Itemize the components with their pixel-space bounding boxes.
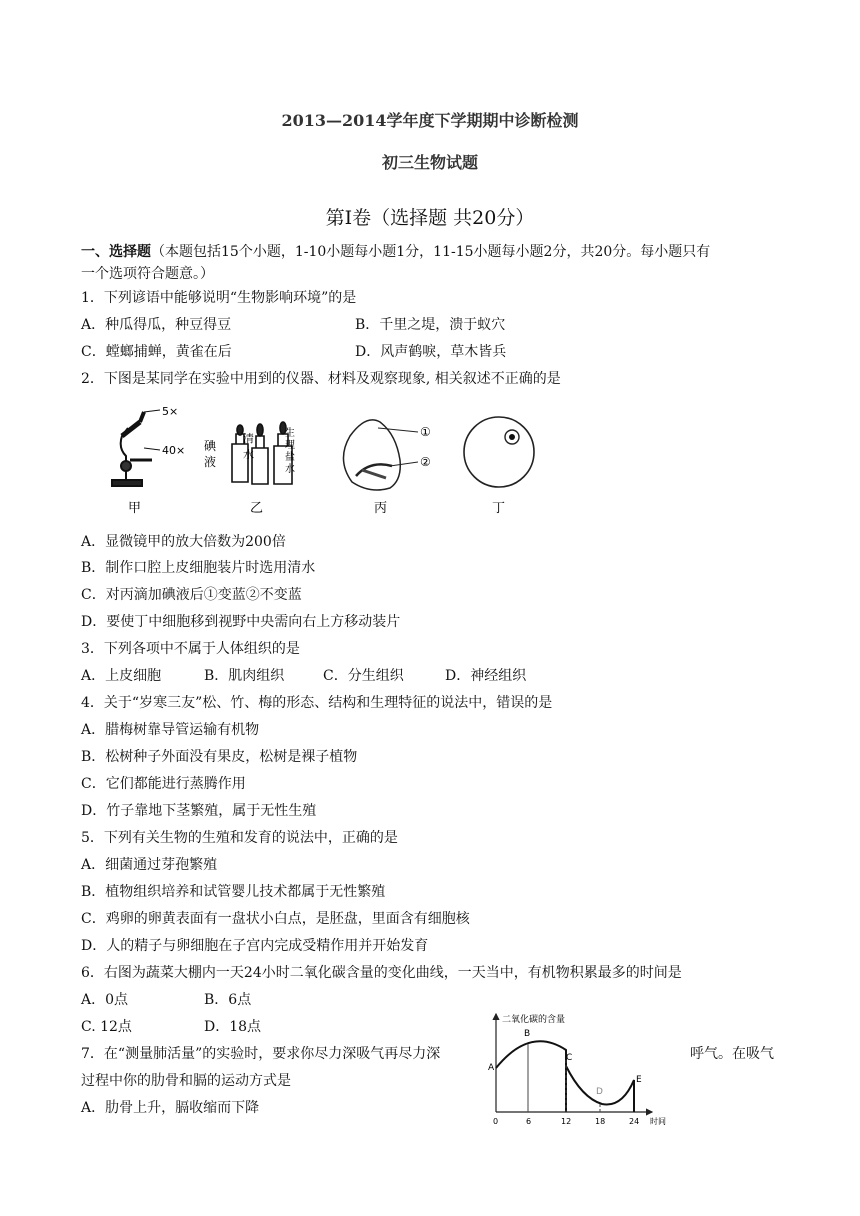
seed-label-2: ② xyxy=(420,455,431,469)
q3-option-a: A．上皮细胞 xyxy=(81,668,162,684)
graph-point-e: E xyxy=(636,1075,642,1085)
bottle-label-saline-1: 生 xyxy=(285,428,295,439)
q2-stem: 2．下图是某同学在实验中用到的仪器、材料及观察现象, 相关叙述不正确的是 xyxy=(81,371,561,387)
microscope-view-icon xyxy=(464,417,534,487)
graph-tick-12: 12 xyxy=(561,1117,572,1126)
section-desc: （本题包括15个小题，1-10小题每小题1分，11-15小题每小题2分，共20分。每小题只有 xyxy=(151,244,711,260)
q4-option-a: A．腊梅树靠导管运输有机物 xyxy=(81,722,260,738)
q6-option-a: A．0点 xyxy=(81,992,129,1008)
q6-stem: 6．右图为蔬菜大棚内一天24小时二氧化碳含量的变化曲线，一天当中，有机物积累最多的时间是 xyxy=(81,965,682,981)
q4-stem: 4．关于“岁寒三友”松、竹、梅的形态、结构和生理特征的说法中，错误的是 xyxy=(81,695,553,711)
q5-option-a: A．细菌通过芽孢繁殖 xyxy=(81,857,218,873)
bottle-label-saline-2: 理 xyxy=(285,440,295,451)
q4-option-c: C．它们都能进行蒸腾作用 xyxy=(81,776,246,792)
exam-subtitle: 初三生物试题 xyxy=(381,153,478,172)
bottle-label-iodine-2: 液 xyxy=(204,455,217,469)
dropper-bottles-icon xyxy=(232,422,292,484)
q6-option-c: C. 12点 xyxy=(81,1019,132,1035)
bottle-label-water-1: 清 xyxy=(243,432,254,445)
graph-ylabel: 二氧化碳的含量 xyxy=(502,1015,566,1025)
exam-title: 2013—2014学年度下学期期中诊断检测 xyxy=(281,111,579,130)
q4-option-d: D．竹子靠地下茎繁殖，属于无性生殖 xyxy=(81,803,317,819)
q6-co2-graph xyxy=(482,1008,682,1130)
q1-option-d: D．风声鹤唳，草木皆兵 xyxy=(355,344,507,360)
graph-xlabel: 时间 xyxy=(650,1117,666,1126)
q1-option-b: B．千里之堤，溃于蚁穴 xyxy=(355,317,506,333)
q2-option-a: A．显微镜甲的放大倍数为200倍 xyxy=(81,534,286,550)
q7-stem-line2: 过程中你的肋骨和膈的运动方式是 xyxy=(81,1073,291,1089)
section-desc-line2: 一个选项符合题意。） xyxy=(81,266,214,282)
q3-option-b: B．肌肉组织 xyxy=(204,668,285,684)
q7-stem-part2: 呼气。在吸气 xyxy=(690,1046,774,1062)
q3-stem: 3．下列各项中不属于人体组织的是 xyxy=(81,641,300,657)
graph-tick-18: 18 xyxy=(595,1117,606,1126)
graph-point-b: B xyxy=(524,1029,531,1039)
bottle-label-water-2: 水 xyxy=(243,448,254,461)
q1-stem: 1．下列谚语中能够说明“生物影响环境”的是 xyxy=(81,290,357,306)
q5-option-c: C．鸡卵的卵黄表面有一盘状小白点，是胚盘，里面含有细胞核 xyxy=(81,911,470,927)
q6-option-d: D．18点 xyxy=(204,1019,262,1035)
q2-option-d: D．要使丁中细胞移到视野中央需向右上方移动装片 xyxy=(81,614,401,630)
q3-option-c: C．分生组织 xyxy=(323,668,404,684)
graph-point-a: A xyxy=(488,1063,495,1073)
q1-option-c: C．螳螂捕蝉，黄雀在后 xyxy=(81,344,232,360)
graph-point-d: D xyxy=(596,1087,603,1097)
bottle-label-saline-3: 盐 xyxy=(285,452,295,463)
q5-stem: 5．下列有关生物的生殖和发育的说法中，正确的是 xyxy=(81,830,398,846)
caption-bing: 丙 xyxy=(374,501,388,516)
graph-point-c: C xyxy=(566,1053,573,1063)
q6-option-b: B．6点 xyxy=(204,992,252,1008)
section-header xyxy=(81,242,710,262)
caption-jia: 甲 xyxy=(128,501,142,516)
q2-option-c: C．对丙滴加碘液后①变蓝②不变蓝 xyxy=(81,587,302,603)
bottle-label-saline-4: 水 xyxy=(285,464,295,475)
q7-stem-part1: 7．在“测量肺活量”的实验时，要求你尽力深吸气再尽力深 xyxy=(81,1046,441,1062)
q3-option-d: D．神经组织 xyxy=(445,668,527,684)
graph-curve-1 xyxy=(496,1041,566,1112)
section-name: 一、选择题 xyxy=(81,244,151,260)
bottle-label-iodine-1: 碘 xyxy=(204,439,217,453)
graph-tick-6: 6 xyxy=(526,1117,532,1126)
caption-yi: 乙 xyxy=(250,501,264,516)
graph-tick-0: 0 xyxy=(493,1117,499,1126)
q7-option-a: A．肋骨上升，膈收缩而下降 xyxy=(81,1100,260,1116)
microscope-objective-label: 40× xyxy=(162,444,186,457)
q5-option-d: D．人的精子与卵细胞在子宫内完成受精作用并开始发育 xyxy=(81,938,429,954)
q2-option-b: B．制作口腔上皮细胞装片时选用清水 xyxy=(81,560,316,576)
caption-ding: 丁 xyxy=(492,501,506,516)
seed-label-1: ① xyxy=(420,425,431,439)
microscope-eyepiece-label: 5× xyxy=(162,405,179,418)
volume-heading: 第Ⅰ卷（选择题 共20分） xyxy=(325,207,535,229)
q2-figure xyxy=(100,400,540,522)
microscope-icon xyxy=(112,410,160,486)
q1-option-a: A．种瓜得瓜，种豆得豆 xyxy=(81,317,232,333)
q4-option-b: B．松树种子外面没有果皮，松树是裸子植物 xyxy=(81,749,358,765)
q5-option-b: B．植物组织培养和试管婴儿技术都属于无性繁殖 xyxy=(81,884,386,900)
graph-tick-24: 24 xyxy=(629,1117,640,1126)
seed-diagram-icon xyxy=(343,420,418,490)
